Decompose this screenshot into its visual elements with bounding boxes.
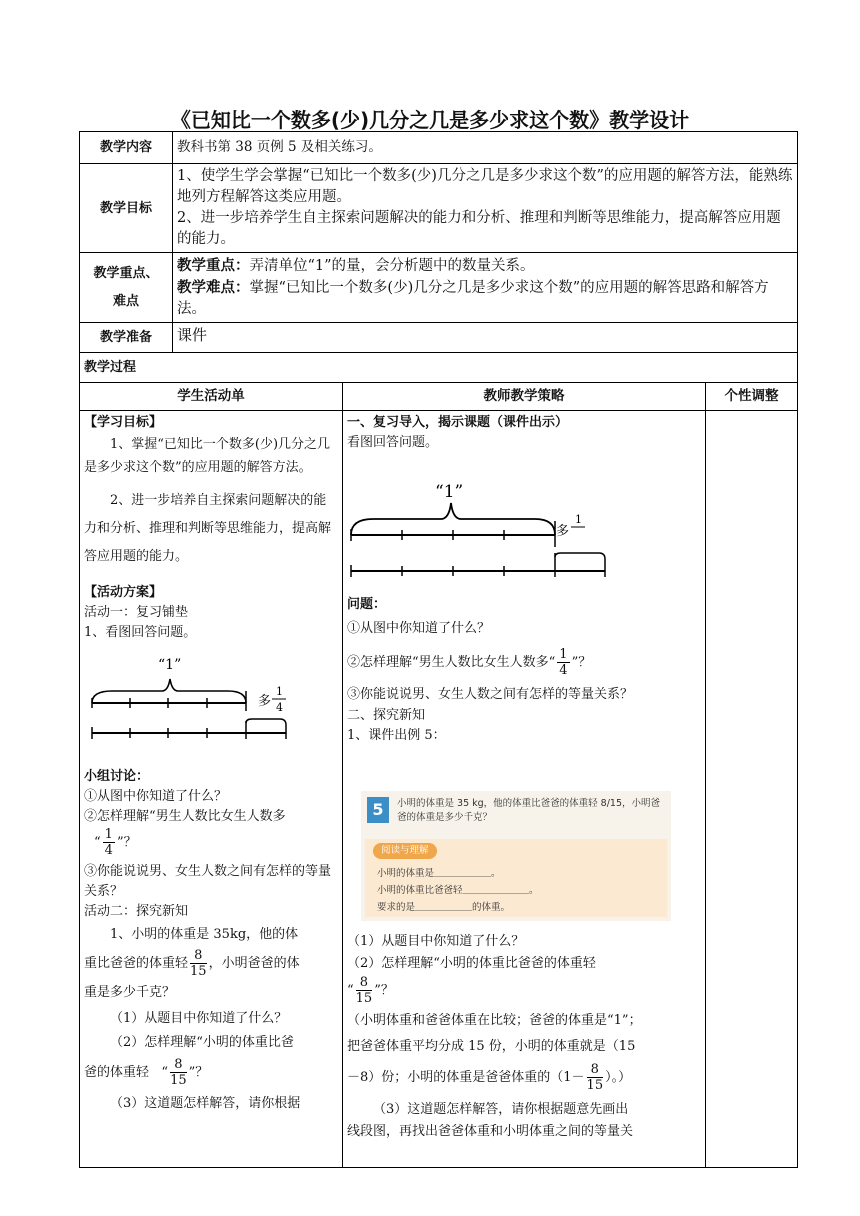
problem-line-1: 1、小明的体重是 35kg，他的体: [110, 927, 299, 942]
teacher-q2-b: ”？: [571, 655, 592, 670]
diagram-frac-den: 4: [276, 701, 283, 714]
col-header-student: 学生活动单: [80, 383, 343, 411]
activity-1-title: 活动一：复习铺垫: [84, 605, 189, 620]
frac-den: 15: [355, 991, 373, 1006]
frac-den: 4: [559, 663, 568, 678]
prep-value: 课件: [173, 323, 798, 353]
teacher-sub-q3-b: 线段图，再找出爸爸体重和小明体重之间的等量关: [347, 1124, 634, 1139]
quote-close: ”？: [374, 983, 394, 998]
teacher-strategy-column: [343, 411, 706, 1168]
diagram-one-label: “1”: [435, 482, 464, 502]
student-q1: ①从图中你知道了什么？: [84, 789, 228, 804]
content-value: 教科书第 38 页例 5 及相关练习。: [173, 132, 798, 164]
teacher-explain-2: 把爸爸体重平均分成 15 份，小明的体重就是（15: [347, 1039, 636, 1054]
example-question: 小明的体重是 35 kg，他的体重比爸爸的体重轻 8/15，小明爸爸的体重是多少千克？: [397, 798, 661, 823]
teacher-explain-1: （小明体重和爸爸体重在比较；爸爸的体重是“1”；: [347, 1013, 642, 1028]
teacher-q2-a: ②怎样理解“男生人数比女生人数多“: [347, 655, 556, 670]
fraction-eight-fifteenths-t2: [587, 1062, 604, 1093]
process-heading: 教学过程: [80, 353, 798, 383]
row-label-key-1: 教学重点、: [93, 265, 159, 281]
fraction-eight-fifteenths-t: [356, 975, 373, 1006]
student-sub-q2-b: 爸的体重轻: [84, 1065, 150, 1080]
teacher-q1: ①从图中你知道了什么？: [347, 621, 491, 636]
row-label-key-2: 难点: [112, 293, 139, 309]
reading-tag: 阅读与理解: [373, 843, 437, 859]
teacher-explain-3b: ）。）: [605, 1070, 632, 1085]
teacher-example-intro: 1、课件出例 5：: [347, 728, 446, 743]
activity-1-question: 1、看图回答问题。: [84, 625, 197, 640]
frac-num: 8: [170, 1057, 187, 1073]
student-sub-q3: （3）这道题怎样解答，请你根据: [110, 1096, 301, 1111]
teacher-line-diagram: [349, 473, 609, 585]
frac-num: 8: [356, 975, 373, 991]
frac-den: 15: [586, 1078, 604, 1093]
diagram-more-label: 多: [556, 524, 570, 539]
student-line-diagram: [88, 651, 298, 751]
reading-line-3: 要求的是＿＿＿＿＿＿的体重。: [377, 902, 511, 913]
teacher-sub-q1: （1）从题目中你知道了什么？: [347, 934, 525, 949]
activity-2-title: 活动二：探究新知: [84, 904, 189, 919]
teacher-sub-q3-a: （3）这道题怎样解答，请你根据题意先画出: [373, 1102, 629, 1117]
frac-num: 8: [190, 948, 207, 964]
example-5-image: [361, 791, 671, 921]
difficulty-label: 教学难点：: [177, 279, 250, 296]
page-title: 《已知比一个数多(少)几分之几是多少求这个数》教学设计: [170, 108, 690, 132]
col-header-teacher: 教师教学策略: [343, 383, 706, 411]
student-goal-heading: 【学习目标】: [84, 415, 163, 430]
teacher-section-2: 二、探究新知: [347, 708, 426, 723]
problem-line-2a: 重比爸爸的体重轻: [84, 956, 189, 971]
fraction-eight-fifteenths-2: [170, 1057, 187, 1088]
fraction-one-quarter: [103, 827, 115, 858]
frac-den: 15: [170, 1073, 187, 1088]
fraction-one-quarter-t: [557, 647, 569, 678]
diagram-more-label: 多: [258, 694, 272, 709]
frac-num: 8: [587, 1062, 604, 1078]
frac-num: 1: [104, 827, 113, 842]
frac-den: 15: [190, 964, 207, 979]
activity-plan-heading: 【活动方案】: [84, 585, 163, 600]
row-label-content: 教学内容: [80, 132, 173, 164]
group-discussion-heading: 小组讨论：: [84, 769, 150, 784]
teacher-look-text: 看图回答问题。: [347, 435, 439, 450]
teacher-q3: ③你能说说男、女生人数之间有怎样的等量关系？: [347, 687, 634, 702]
problem-line-3: 重是多少千克？: [84, 985, 176, 1000]
student-sub-q1: （1）从题目中你知道了什么？: [110, 1011, 288, 1026]
key-text: 弄清单位“1”的量，会分析题中的数量关系。: [249, 258, 535, 274]
diagram-one-label: “1”: [158, 657, 182, 673]
reading-line-1: 小明的体重是＿＿＿＿＿＿。: [377, 868, 501, 879]
student-goal-1: 1、掌握“已知比一个数多(少)几分之几是多少求这个数”的应用题的解答方法。: [84, 437, 331, 475]
diagram-frac-num: 1: [276, 685, 283, 698]
key-label: 教学重点：: [177, 257, 250, 274]
quote-close: ”？: [116, 835, 137, 850]
reading-line-2: 小明的体重比爸爸轻＿＿＿＿＿＿＿。: [377, 885, 539, 896]
student-activity-column: [80, 411, 343, 1168]
quote-close: ”？: [188, 1065, 209, 1080]
adjust-column: [706, 411, 798, 1168]
quote-open: “: [347, 983, 354, 998]
quote-open: “: [161, 1065, 169, 1080]
col-header-adjust: 个性调整: [706, 383, 798, 411]
diagram-frac-num: 1: [575, 513, 582, 526]
student-q2-a: ②怎样理解“男生人数比女生人数多: [84, 809, 286, 824]
reading-box: [365, 839, 667, 917]
teacher-sub-q2-a: （2）怎样理解“小明的体重比爸爸的体重轻: [347, 956, 596, 971]
quote-open: “: [94, 835, 101, 850]
teacher-section-1: 一、复习导入，揭示课题（课件出示）: [347, 415, 569, 430]
example-number: 5: [367, 797, 389, 823]
lesson-plan-table: [79, 131, 798, 1168]
fraction-eight-fifteenths: [190, 948, 207, 979]
row-label-prep: 教学准备: [80, 323, 173, 353]
row-label-goals: 教学目标: [80, 164, 173, 253]
difficulty-text: 掌握“已知比一个数多(少)几分之几是多少求这个数”的应用题的解答思路和解答方法。: [177, 280, 769, 317]
frac-num: 1: [559, 647, 568, 662]
problem-line-2b: ，小明爸爸的体: [208, 956, 300, 971]
student-sub-q2-a: （2）怎样理解“小明的体重比爸: [110, 1035, 294, 1050]
goal-line-2: 2、进一步培养学生自主探索问题解决的能力和分析、推理和判断等思维能力，提高解答应用题的能力。: [177, 210, 781, 247]
row-label-key: [80, 253, 173, 323]
student-goal-2: 2、进一步培养自主探索问题解决的能力和分析、推理和判断等思维能力，提高解答应用题的能力。: [84, 493, 332, 564]
student-q3: ③你能说说男、女生人数之间有怎样的等量关系？: [84, 864, 332, 899]
goal-line-1: 1、使学生学会掌握“已知比一个数多(少)几分之几是多少求这个数”的应用题的解答方法，能熟练地列方程解答这类应用题。: [177, 168, 793, 205]
teacher-question-heading: 问题：: [347, 597, 387, 612]
frac-den: 4: [104, 843, 113, 858]
teacher-explain-3a: －8）份；小明的体重是爸爸体重的（1－: [347, 1070, 585, 1085]
